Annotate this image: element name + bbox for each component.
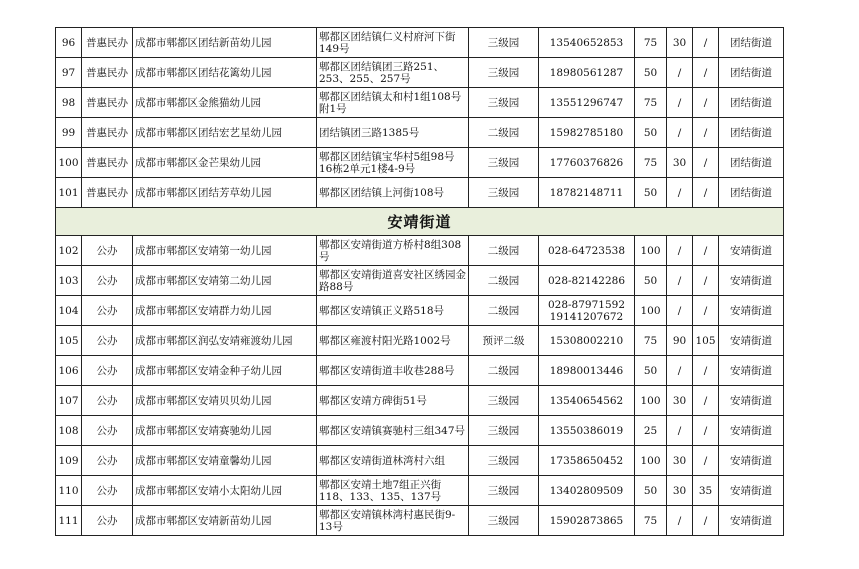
table-body (56, 28, 784, 536)
count-a: / (667, 236, 693, 266)
capacity: 75 (635, 88, 667, 118)
table-row (56, 178, 784, 208)
school-type: 公办 (82, 326, 133, 356)
subdistrict: 团结街道 (719, 148, 784, 178)
capacity: 100 (635, 446, 667, 476)
count-a: 30 (667, 148, 693, 178)
school-type: 公办 (82, 266, 133, 296)
subdistrict: 团结街道 (719, 88, 784, 118)
kindergarten-name: 成都市郫都区安靖小太阳幼儿园 (133, 476, 317, 506)
capacity: 50 (635, 476, 667, 506)
kindergarten-name: 成都市郫都区金熊猫幼儿园 (133, 88, 317, 118)
kindergarten-table (55, 27, 784, 536)
capacity: 75 (635, 28, 667, 58)
row-number: 105 (56, 326, 82, 356)
row-number: 100 (56, 148, 82, 178)
grade-level: 三级园 (469, 446, 539, 476)
count-a: 30 (667, 386, 693, 416)
table-row (56, 446, 784, 476)
school-type: 普惠民办 (82, 178, 133, 208)
phone-number: 13550386019 (539, 416, 635, 446)
capacity: 100 (635, 386, 667, 416)
phone-number: 15982785180 (539, 118, 635, 148)
phone-number: 028-82142286 (539, 266, 635, 296)
grade-level: 三级园 (469, 386, 539, 416)
grade-level: 二级园 (469, 296, 539, 326)
school-type: 公办 (82, 386, 133, 416)
school-type: 普惠民办 (82, 28, 133, 58)
row-number: 101 (56, 178, 82, 208)
subdistrict: 安靖街道 (719, 326, 784, 356)
phone-number: 18782148711 (539, 178, 635, 208)
count-a: / (667, 416, 693, 446)
count-b: / (693, 386, 719, 416)
address: 郫都区团结镇太和村1组108号附1号 (317, 88, 469, 118)
phone-number: 18980013446 (539, 356, 635, 386)
grade-level: 三级园 (469, 88, 539, 118)
table-row (56, 356, 784, 386)
capacity: 50 (635, 356, 667, 386)
count-b: / (693, 28, 719, 58)
capacity: 100 (635, 236, 667, 266)
count-b: / (693, 506, 719, 536)
capacity: 75 (635, 506, 667, 536)
address: 郫都区安靖街道丰收巷288号 (317, 356, 469, 386)
school-type: 公办 (82, 236, 133, 266)
row-number: 106 (56, 356, 82, 386)
grade-level: 三级园 (469, 148, 539, 178)
grade-level: 三级园 (469, 178, 539, 208)
kindergarten-name: 成都市郫都区团结新苗幼儿园 (133, 28, 317, 58)
kindergarten-name: 成都市郫都区安靖赛驰幼儿园 (133, 416, 317, 446)
count-a: 30 (667, 446, 693, 476)
grade-level: 预评二级 (469, 326, 539, 356)
row-number: 97 (56, 58, 82, 88)
capacity: 100 (635, 296, 667, 326)
phone-number: 13402809509 (539, 476, 635, 506)
kindergarten-name: 成都市郫都区团结芳草幼儿园 (133, 178, 317, 208)
school-type: 公办 (82, 356, 133, 386)
kindergarten-name: 成都市郫都区安靖金种子幼儿园 (133, 356, 317, 386)
address: 团结镇团三路1385号 (317, 118, 469, 148)
grade-level: 三级园 (469, 416, 539, 446)
table-row (56, 236, 784, 266)
phone-number: 17760376826 (539, 148, 635, 178)
row-number: 96 (56, 28, 82, 58)
school-type: 公办 (82, 446, 133, 476)
section-header-row (56, 208, 784, 236)
grade-level: 二级园 (469, 118, 539, 148)
kindergarten-name: 成都市郫都区安靖新苗幼儿园 (133, 506, 317, 536)
subdistrict: 安靖街道 (719, 356, 784, 386)
row-number: 111 (56, 506, 82, 536)
count-b: / (693, 118, 719, 148)
subdistrict: 团结街道 (719, 28, 784, 58)
address: 郫都区安靖土地7组正兴街118、133、135、137号 (317, 476, 469, 506)
phone-number: 13551296747 (539, 88, 635, 118)
row-number: 110 (56, 476, 82, 506)
count-b: 35 (693, 476, 719, 506)
table-row (56, 506, 784, 536)
subdistrict: 安靖街道 (719, 296, 784, 326)
count-b: / (693, 446, 719, 476)
count-b: / (693, 148, 719, 178)
school-type: 普惠民办 (82, 148, 133, 178)
capacity: 75 (635, 148, 667, 178)
grade-level: 三级园 (469, 476, 539, 506)
row-number: 99 (56, 118, 82, 148)
count-b: / (693, 58, 719, 88)
table-row (56, 296, 784, 326)
school-type: 公办 (82, 476, 133, 506)
row-number: 103 (56, 266, 82, 296)
phone-number: 13540652853 (539, 28, 635, 58)
row-number: 108 (56, 416, 82, 446)
table-row (56, 28, 784, 58)
row-number: 104 (56, 296, 82, 326)
grade-level: 二级园 (469, 266, 539, 296)
count-b: 105 (693, 326, 719, 356)
table-row (56, 266, 784, 296)
subdistrict: 安靖街道 (719, 416, 784, 446)
kindergarten-name: 成都市郫都区安靖贝贝幼儿园 (133, 386, 317, 416)
table-row (56, 386, 784, 416)
count-a: 30 (667, 28, 693, 58)
table-row (56, 58, 784, 88)
subdistrict: 安靖街道 (719, 386, 784, 416)
count-a: / (667, 88, 693, 118)
kindergarten-name: 成都市郫都区安靖第二幼儿园 (133, 266, 317, 296)
kindergarten-name: 成都市郫都区润弘安靖雍渡幼儿园 (133, 326, 317, 356)
subdistrict: 安靖街道 (719, 446, 784, 476)
count-a: / (667, 506, 693, 536)
grade-level: 三级园 (469, 58, 539, 88)
phone-number: 15308002210 (539, 326, 635, 356)
capacity: 50 (635, 266, 667, 296)
table-row (56, 118, 784, 148)
kindergarten-name: 成都市郫都区团结花篱幼儿园 (133, 58, 317, 88)
subdistrict: 安靖街道 (719, 266, 784, 296)
address: 郫都区团结镇上河街108号 (317, 178, 469, 208)
section-title: 安靖街道 (56, 208, 784, 236)
count-a: 30 (667, 476, 693, 506)
count-b: / (693, 266, 719, 296)
subdistrict: 安靖街道 (719, 506, 784, 536)
phone-number: 15902873865 (539, 506, 635, 536)
school-type: 普惠民办 (82, 58, 133, 88)
count-b: / (693, 356, 719, 386)
address: 郫都区安靖镇正义路518号 (317, 296, 469, 326)
row-number: 107 (56, 386, 82, 416)
address: 郫都区安靖镇林湾村惠民街9-13号 (317, 506, 469, 536)
grade-level: 三级园 (469, 28, 539, 58)
phone-number: 028-64723538 (539, 236, 635, 266)
grade-level: 三级园 (469, 506, 539, 536)
phone-number: 18980561287 (539, 58, 635, 88)
capacity: 25 (635, 416, 667, 446)
table-row (56, 88, 784, 118)
address: 郫都区安靖街道方桥村8组308号 (317, 236, 469, 266)
table-row (56, 476, 784, 506)
count-a: / (667, 178, 693, 208)
row-number: 98 (56, 88, 82, 118)
count-b: / (693, 236, 719, 266)
count-a: / (667, 356, 693, 386)
grade-level: 二级园 (469, 356, 539, 386)
kindergarten-name: 成都市郫都区金芒果幼儿园 (133, 148, 317, 178)
table-row (56, 148, 784, 178)
subdistrict: 安靖街道 (719, 476, 784, 506)
count-a: 90 (667, 326, 693, 356)
capacity: 50 (635, 118, 667, 148)
subdistrict: 团结街道 (719, 178, 784, 208)
grade-level: 二级园 (469, 236, 539, 266)
phone-number: 13540654562 (539, 386, 635, 416)
school-type: 公办 (82, 416, 133, 446)
address: 郫都区团结镇团三路251、253、255、257号 (317, 58, 469, 88)
school-type: 普惠民办 (82, 118, 133, 148)
kindergarten-name: 成都市郫都区安靖第一幼儿园 (133, 236, 317, 266)
school-type: 公办 (82, 506, 133, 536)
count-b: / (693, 416, 719, 446)
capacity: 50 (635, 58, 667, 88)
address: 郫都区安靖街道林湾村六组 (317, 446, 469, 476)
count-b: / (693, 296, 719, 326)
count-a: / (667, 266, 693, 296)
count-b: / (693, 88, 719, 118)
phone-number: 17358650452 (539, 446, 635, 476)
address: 郫都区团结镇仁义村府河下街149号 (317, 28, 469, 58)
table-row (56, 416, 784, 446)
count-a: / (667, 118, 693, 148)
phone-number: 028-87971592 19141207672 (539, 296, 635, 326)
count-a: / (667, 296, 693, 326)
address: 郫都区安靖街道喜安社区绣园金路88号 (317, 266, 469, 296)
subdistrict: 团结街道 (719, 118, 784, 148)
school-type: 普惠民办 (82, 88, 133, 118)
capacity: 50 (635, 178, 667, 208)
kindergarten-name: 成都市郫都区团结宏艺星幼儿园 (133, 118, 317, 148)
address: 郫都区团结镇宝华村5组98号16栋2单元1楼4-9号 (317, 148, 469, 178)
address: 郫都区安靖镇赛驰村三组347号 (317, 416, 469, 446)
school-type: 公办 (82, 296, 133, 326)
count-a: / (667, 58, 693, 88)
address: 郫都区安靖方碑街51号 (317, 386, 469, 416)
subdistrict: 团结街道 (719, 58, 784, 88)
capacity: 75 (635, 326, 667, 356)
kindergarten-name: 成都市郫都区安靖童馨幼儿园 (133, 446, 317, 476)
address: 郫都区雍渡村阳光路1002号 (317, 326, 469, 356)
subdistrict: 安靖街道 (719, 236, 784, 266)
row-number: 109 (56, 446, 82, 476)
row-number: 102 (56, 236, 82, 266)
count-b: / (693, 178, 719, 208)
table-row (56, 326, 784, 356)
kindergarten-name: 成都市郫都区安靖群力幼儿园 (133, 296, 317, 326)
